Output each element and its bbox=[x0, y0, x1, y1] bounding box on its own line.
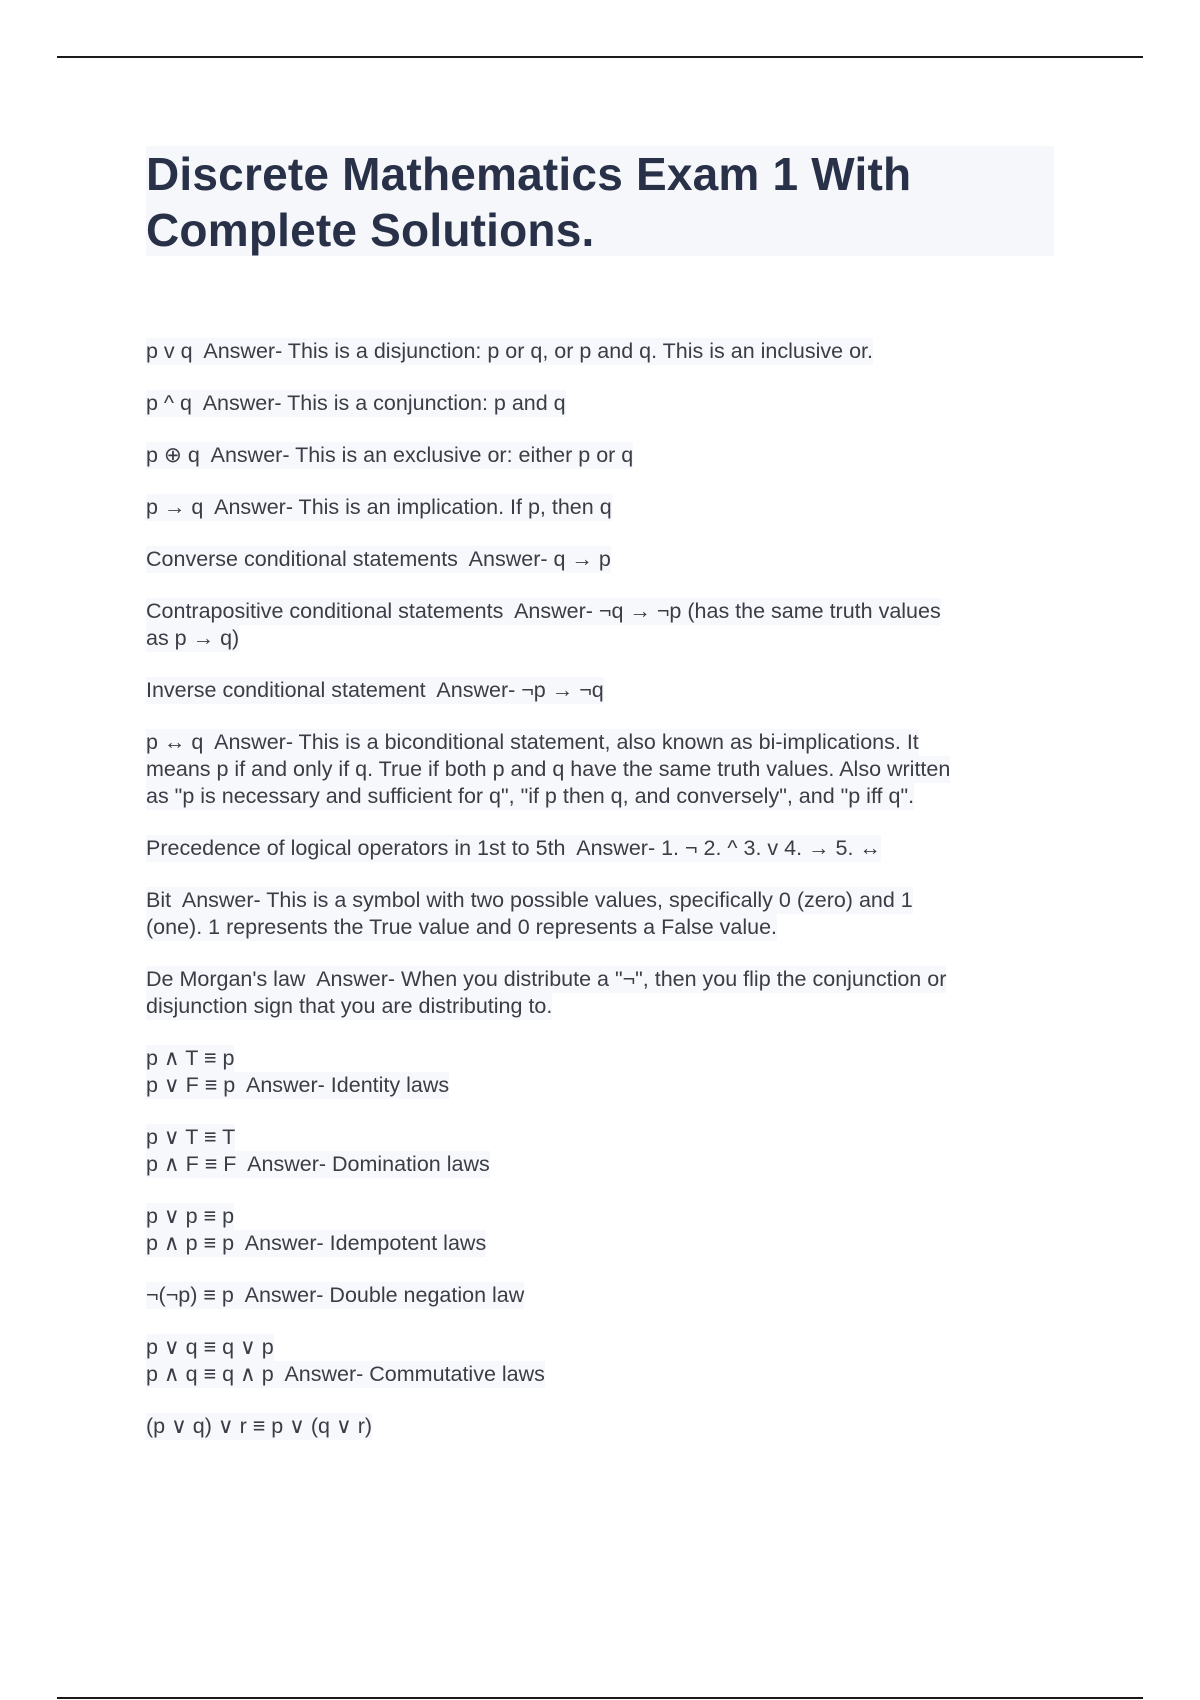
qa-line: p ∨ q ≡ q ∨ p bbox=[146, 1335, 274, 1359]
qa-item bbox=[146, 1124, 1066, 1178]
title-block bbox=[146, 146, 1054, 256]
qa-item bbox=[146, 1045, 1066, 1099]
qa-item bbox=[146, 1282, 1066, 1309]
qa-line: disjunction sign that you are distributing to. bbox=[146, 994, 553, 1018]
qa-line: p → q Answer- This is an implication. If p, then q bbox=[146, 495, 612, 519]
qa-line: means p if and only if q. True if both p and q have the same truth values. Also written bbox=[146, 757, 951, 781]
qa-line: (one). 1 represents the True value and 0 represents a False value. bbox=[146, 915, 778, 939]
qa-item bbox=[146, 598, 1066, 652]
qa-line: p ∧ q ≡ q ∧ p Answer- Commutative laws bbox=[146, 1362, 545, 1386]
qa-line: p ∧ p ≡ p Answer- Idempotent laws bbox=[146, 1231, 487, 1255]
qa-line: Converse conditional statements Answer- q → p bbox=[146, 547, 611, 571]
qa-line: p ∨ F ≡ p Answer- Identity laws bbox=[146, 1073, 450, 1097]
title-line-2: Complete Solutions. bbox=[146, 204, 595, 256]
document-title bbox=[146, 146, 1054, 258]
qa-line: p ∨ T ≡ T bbox=[146, 1125, 236, 1149]
qa-line: De Morgan's law Answer- When you distribute a "¬", then you flip the conjunction or bbox=[146, 967, 947, 991]
title-line-1: Discrete Mathematics Exam 1 With bbox=[146, 148, 912, 200]
qa-line: ¬(¬p) ≡ p Answer- Double negation law bbox=[146, 1283, 525, 1307]
qa-item bbox=[146, 1413, 1066, 1440]
qa-item bbox=[146, 546, 1066, 573]
qa-line: as "p is necessary and sufficient for q", "if p then q, and conversely", and "p iff q". bbox=[146, 784, 915, 808]
qa-item bbox=[146, 390, 1066, 417]
qa-line: Bit Answer- This is a symbol with two possible values, specifically 0 (zero) and 1 bbox=[146, 888, 913, 912]
qa-line: Contrapositive conditional statements Answer- ¬q → ¬p (has the same truth values bbox=[146, 599, 941, 623]
qa-line: Inverse conditional statement Answer- ¬p → ¬q bbox=[146, 678, 604, 702]
qa-list bbox=[146, 338, 1066, 1465]
qa-item bbox=[146, 729, 1066, 810]
qa-line: p ∧ F ≡ F Answer- Domination laws bbox=[146, 1152, 490, 1176]
qa-line: (p ∨ q) ∨ r ≡ p ∨ (q ∨ r) bbox=[146, 1414, 373, 1438]
qa-item bbox=[146, 494, 1066, 521]
top-rule bbox=[57, 56, 1143, 58]
qa-item bbox=[146, 1203, 1066, 1257]
qa-line: p ∧ T ≡ p bbox=[146, 1046, 235, 1070]
qa-item bbox=[146, 966, 1066, 1020]
qa-item bbox=[146, 1334, 1066, 1388]
bottom-rule bbox=[57, 1697, 1143, 1699]
qa-item bbox=[146, 835, 1066, 862]
qa-item bbox=[146, 442, 1066, 469]
qa-line: p ⊕ q Answer- This is an exclusive or: either p or q bbox=[146, 443, 634, 467]
qa-line: p v q Answer- This is a disjunction: p or q, or p and q. This is an inclusive or. bbox=[146, 339, 873, 363]
qa-line: p ∨ p ≡ p bbox=[146, 1204, 235, 1228]
qa-line: p ↔ q Answer- This is a biconditional statement, also known as bi-implications. It bbox=[146, 730, 919, 754]
qa-item bbox=[146, 338, 1066, 365]
qa-line: Precedence of logical operators in 1st to 5th Answer- 1. ¬ 2. ^ 3. v 4. → 5. ↔ bbox=[146, 836, 881, 860]
qa-item bbox=[146, 677, 1066, 704]
qa-item bbox=[146, 887, 1066, 941]
qa-line: p ^ q Answer- This is a conjunction: p and q bbox=[146, 391, 566, 415]
qa-line: as p → q) bbox=[146, 626, 240, 650]
